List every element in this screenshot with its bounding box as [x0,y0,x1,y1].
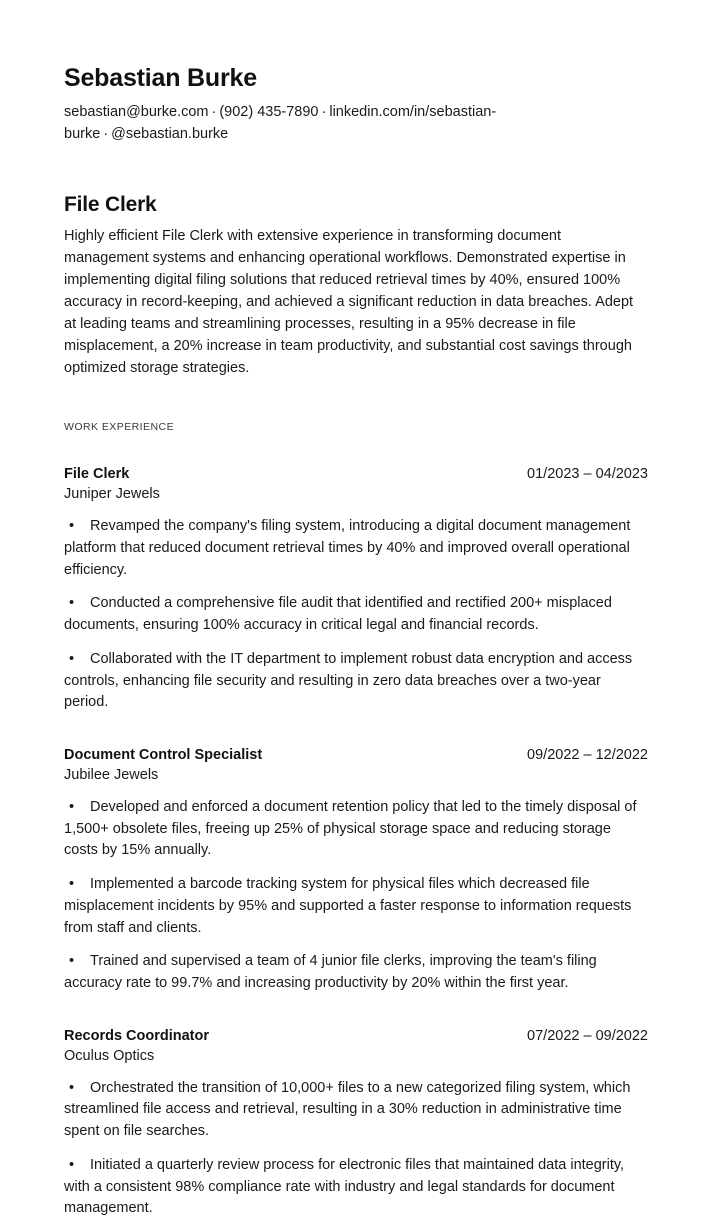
list-item [64,797,648,862]
job-entry [64,1028,648,1220]
bullet-icon: • [69,876,75,893]
bullet-icon: • [69,650,75,667]
candidate-name: Sebastian Burke [64,64,257,92]
bullet-icon: • [69,798,75,815]
bullet-text: Orchestrated the transition of 10,000+ files to a new categorized filing system, which streamlined file access and retrieval, resulting in a 30% reduction in administrative time spent on file searches. [64,1079,631,1140]
job-title: File Clerk [64,466,130,483]
job-company: Oculus Optics [64,1047,155,1064]
list-item [64,593,648,637]
job-entry [64,466,648,714]
section-heading-work-experience: WORK EXPERIENCE [64,421,175,434]
list-item [64,1155,648,1220]
contact-linkedin[interactable]: linkedin.com/in/sebastian-burke [64,103,497,142]
job-bullets [64,1078,648,1220]
bullet-text: Initiated a quarterly review process for electronic files that maintained data integrity, with a consistent 98% compliance rate with industry and legal standards for document management. [64,1156,625,1217]
contact-separator: · [321,103,327,120]
professional-summary: Highly efficient File Clerk with extensive experience in transforming document management systems and enhancing operational workflows. Demonstrated expertise in implementing digital filing solutions that reduced retrieval times by 40%, ensured 100% accuracy in record-keeping, and achieved a significant reduction in data breaches. Adept at leading teams and streamlining processes, resulting in a 95% decrease in file misplacement, a 20% increase in team productivity, and substantial cost savings through optimized storage strategies. [64,228,634,377]
list-item [64,516,648,581]
contact-separator: · [103,125,109,142]
bullet-text: Implemented a barcode tracking system for physical files which decreased file misplacement incidents by 95% and supported a faster response to information requests from staff and clients. [64,876,632,936]
job-dates: 07/2022 – 09/2022 [527,1027,648,1044]
job-header [64,747,648,763]
bullet-text: Revamped the company's filing system, introducing a digital document management platform that reduced document retrieval times by 40% and improved overall operational efficiency. [64,518,631,578]
job-title: Records Coordinator [64,1027,210,1044]
bullet-text: Conducted a comprehensive file audit that identified and rectified 200+ misplaced documents, ensuring 100% accuracy in critical legal and financial records. [64,595,612,634]
job-entry [64,747,648,995]
bullet-icon: • [69,595,75,612]
bullet-icon: • [69,1156,75,1173]
bullet-icon: • [69,1079,75,1096]
list-item [64,874,648,939]
contact-email[interactable]: sebastian@burke.com [64,103,209,120]
list-item [64,1078,648,1143]
contact-handle[interactable]: @sebastian.burke [111,125,229,142]
list-item [64,649,648,714]
job-bullets [64,797,648,995]
bullet-text: Developed and enforced a document retention policy that led to the timely disposal of 1,500+ obsolete files, freeing up 25% of physical storage space and reducing storage costs by 15% annually. [64,798,637,859]
contact-phone[interactable]: (902) 435-7890 [219,103,319,120]
contact-line [64,102,639,146]
job-header [64,466,648,482]
job-title: Document Control Specialist [64,747,263,764]
job-company: Jubilee Jewels [64,767,159,784]
job-bullets [64,516,648,714]
job-dates: 09/2022 – 12/2022 [527,747,648,764]
bullet-text: Collaborated with the IT department to implement robust data encryption and access controls, enhancing file security and resulting in zero data breaches over a two-year period. [64,650,633,711]
bullet-text: Trained and supervised a team of 4 junior file clerks, improving the team's filing accuracy rate to 99.7% and increasing productivity by 20% within the first year. [64,953,597,992]
job-header [64,1028,648,1044]
resume-header [64,64,648,145]
job-company: Juniper Jewels [64,486,160,503]
resume-headline: File Clerk [64,193,157,217]
contact-separator: · [211,103,217,120]
job-dates: 01/2023 – 04/2023 [527,466,648,483]
bullet-icon: • [69,953,75,970]
list-item [64,951,648,995]
bullet-icon: • [69,518,75,535]
